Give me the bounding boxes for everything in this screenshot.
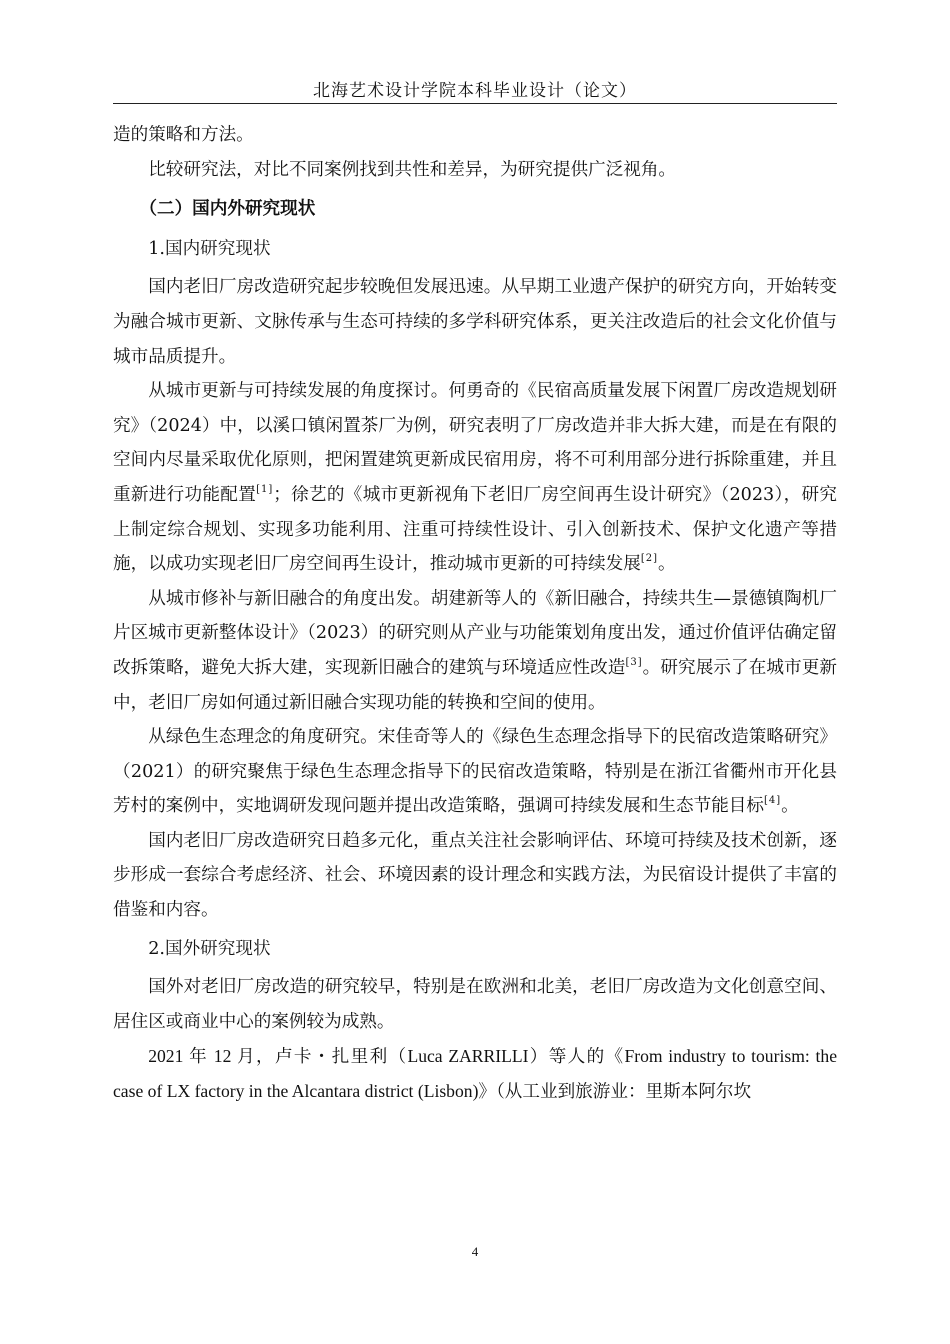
paragraph-comparative-method: 比较研究法，对比不同案例找到共性和差异，为研究提供广泛视角。 xyxy=(148,159,677,180)
paragraph-text: 。 xyxy=(781,796,799,817)
page-header-title: 北海艺术设计学院本科毕业设计（论文） xyxy=(313,81,637,101)
section-heading: （二）国内外研究现状 xyxy=(139,198,316,220)
paragraph-continuation: 造的策略和方法。 xyxy=(113,125,254,145)
paragraph-green-ecology xyxy=(113,720,837,824)
citation-ref-3: [3] xyxy=(625,656,643,668)
paragraph-old-new-fusion xyxy=(113,582,837,720)
paragraph-lx-factory: 2021 年 12 月，卢卡・扎里利（Luca ZARRILLI）等人的《From industry to tourism: the case of LX factory in the Alcantara district (Lisbon)》（从工业到旅游业：里斯本阿尔坎 xyxy=(113,1046,837,1102)
citation-ref-2: [2] xyxy=(640,553,658,565)
paragraph-foreign-overview: 国外对老旧厂房改造的研究较早，特别是在欧洲和北美，老旧厂房改造为文化创意空间、居住区或商业中心的案例较为成熟。 xyxy=(113,977,837,1032)
paragraph-domestic-summary: 国内老旧厂房改造研究日趋多元化，重点关注社会影响评估、环境可持续及技术创新，逐步形成一套综合考虑经济、社会、环境因素的设计理念和实践方法，为民宿设计提供了丰富的借鉴和内容。 xyxy=(113,830,837,921)
subheading-foreign: 2.国外研究现状 xyxy=(148,938,271,959)
paragraph-domestic-overview: 国内老旧厂房改造研究起步较晚但发展迅速。从早期工业遗产保护的研究方向，开始转变为融合城市更新、文脉传承与生态可持续的多学科研究体系，更关注改造后的社会文化价值与城市品质提升。 xyxy=(113,277,837,367)
paragraph-text: 。研究展示了在城市更新中，老旧厂房如何通过新旧融合实现功能的转换和空间的使用。 xyxy=(113,657,837,713)
page-number: 4 xyxy=(471,1244,479,1259)
paragraph-text: 从城市修补与新旧融合的角度出发。胡建新等人的《新旧融合，持续共生—景德镇陶机厂片区城市更新整体设计》（2023）的研究则从产业与功能策划角度出发，通过价值评估确定留改拆策略，避免大拆大建，实现新旧融合的建筑与环境适应性改造 xyxy=(113,588,837,678)
paragraph-text: 。 xyxy=(658,554,676,575)
document-body xyxy=(113,118,837,1109)
citation-ref-1: [1] xyxy=(256,483,274,495)
paragraph-text: 从城市更新与可持续发展的角度探讨。何勇奇的《民宿高质量发展下闲置厂房改造规划研究》（2024）中，以溪口镇闲置茶厂为例，研究表明了厂房改造并非大拆大建，而是在有限的空间内尽量采取优化原则，把闲置建筑更新成民宿用房，将不可利用部分进行拆除重建，并且重新进行功能配置 xyxy=(113,381,837,505)
header-divider xyxy=(113,103,837,104)
citation-ref-4: [4] xyxy=(763,795,782,807)
paragraph-text: 从绿色生态理念的角度研究。宋佳奇等人的《绿色生态理念指导下的民宿改造策略研究》（2021）的研究聚焦于绿色生态理念指导下的民宿改造策略，特别是在浙江省衢州市开化县芳村的案例中，实地调研发现问题并提出改造策略，强调可持续发展和生态节能目标 xyxy=(113,727,837,817)
paragraph-urban-renewal xyxy=(113,374,837,582)
paragraph-text: ；徐艺的《城市更新视角下老旧厂房空间再生设计研究》（2023），研究上制定综合规划、实现多功能利用、注重可持续性设计、引入创新技术、保护文化遗产等措施，以成功实现老旧厂房空间再生设计，推动城市更新的可持续发展 xyxy=(113,484,837,575)
subheading-domestic: 1.国内研究现状 xyxy=(148,238,271,259)
